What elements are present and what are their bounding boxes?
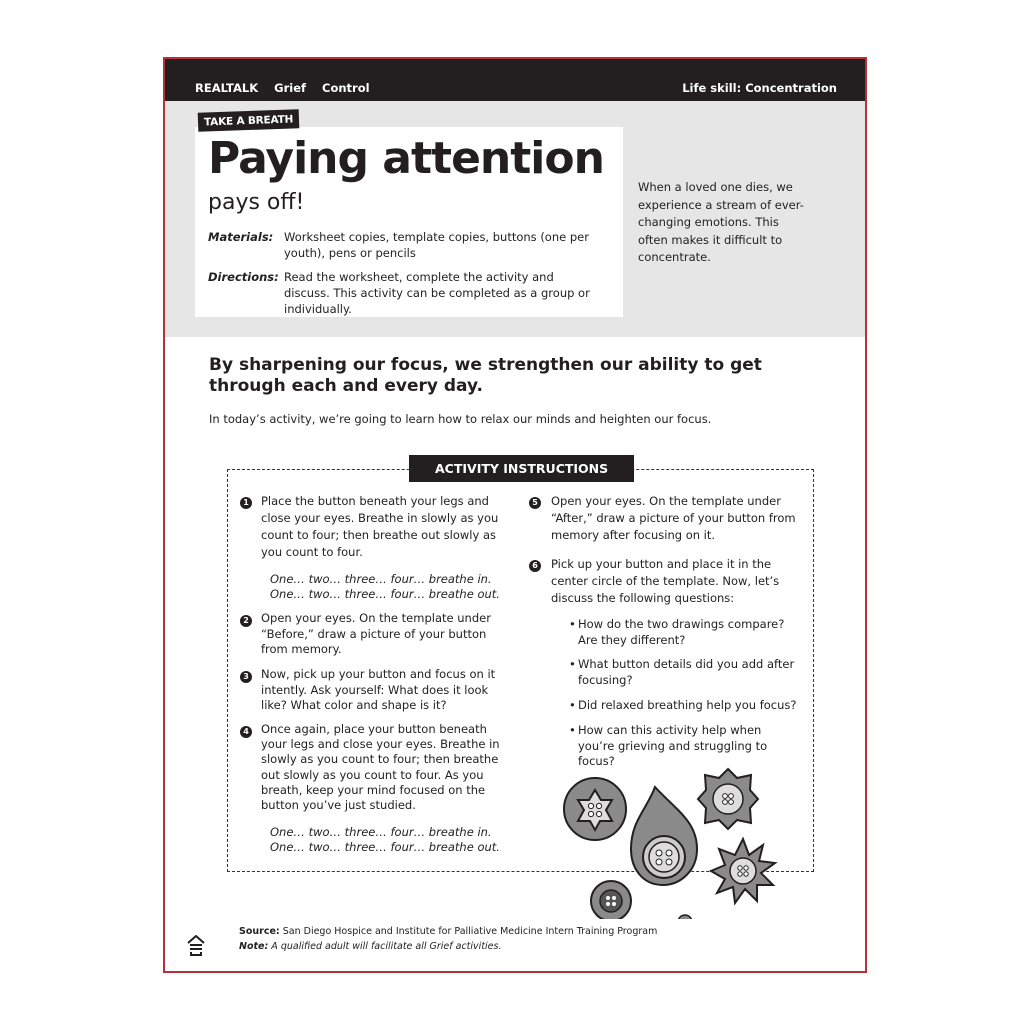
question-4: • How can this activity help when you’re grieving and struggling to focus? — [578, 723, 798, 770]
side-note: When a loved one dies, we experience a stream of ever-changing emotions. This often makes it difficult to concentrate. — [638, 180, 804, 264]
step-2-text: Open your eyes. On the template under “Before,” draw a picture of your button from memory. — [261, 611, 491, 656]
materials-text: Worksheet copies, template copies, buttons (one per youth), pens or pencils — [284, 230, 589, 260]
lead-statement: By sharpening our focus, we strengthen our ability to get through each and every day. — [209, 355, 762, 396]
chant-out-1: One… two… three… four… breathe out. — [270, 587, 500, 601]
materials-row — [208, 229, 594, 261]
source-text: San Diego Hospice and Institute for Palliative Medicine Intern Training Program — [282, 926, 658, 937]
nav-grief[interactable]: Grief — [274, 81, 306, 95]
hero-section — [165, 101, 865, 337]
button-illustration — [563, 759, 783, 919]
house-logo-icon — [187, 935, 205, 957]
step-number-4: 4 — [240, 726, 252, 738]
step-5-text: Open your eyes. On the template under “After,” draw a picture of your button from memory after focusing on it. — [551, 494, 796, 542]
source-label: Source: — [239, 926, 280, 937]
step-number-3: 3 — [240, 671, 252, 683]
chant-out-2: One… two… three… four… breathe out. — [270, 840, 500, 854]
note-label: Note: — [239, 941, 269, 952]
intro-text: In today’s activity, we’re going to learn how to relax our minds and heighten our focus. — [209, 412, 712, 426]
question-3: • Did relaxed breathing help you focus? — [578, 698, 798, 714]
step-number-6: 6 — [529, 560, 541, 572]
materials-label: Materials: — [208, 230, 274, 244]
nav-control[interactable]: Control — [322, 81, 370, 95]
step-4-text: Once again, place your button beneath your legs and close your eyes. Breathe in slowly as you count to four; then breathe out slowly as you count to four. As you breath, keep your mind focused on the button you’ve just studied. — [261, 722, 500, 813]
question-2: • What button details did you add after focusing? — [578, 657, 798, 688]
note-line — [239, 939, 657, 954]
directions-text: Read the worksheet, complete the activity and discuss. This activity can be completed as a group or individually. — [284, 270, 590, 316]
header-bar — [165, 59, 865, 101]
life-skill-label: Life skill: Concentration — [682, 81, 837, 95]
take-a-breath-tag: TAKE A BREATH — [198, 109, 300, 132]
chant-in-2: One… two… three… four… breathe in. — [270, 825, 492, 839]
page-subtitle: pays off! — [208, 190, 305, 215]
step-1-text: Place the button beneath your legs and close your eyes. Breathe in slowly as you count to four; then breathe out slowly as you count to four. — [261, 494, 499, 559]
header-nav — [195, 81, 370, 95]
footer — [239, 924, 657, 954]
step-number-1: 1 — [240, 497, 252, 509]
step-6-text: Pick up your button and place it in the center circle of the template. Now, let’s discuss the following questions: — [551, 557, 780, 605]
step-3-text: Now, pick up your button and focus on it intently. Ask yourself: What does it look like? What color and shape is it? — [261, 667, 496, 712]
chant-in-1: One… two… three… four… breathe in. — [270, 572, 492, 586]
worksheet-page — [163, 57, 867, 973]
directions-row — [208, 269, 594, 317]
brand-label: REALTALK — [195, 81, 259, 95]
step-number-2: 2 — [240, 615, 252, 627]
question-1: • How do the two drawings compare? Are they different? — [578, 617, 798, 648]
step-number-5: 5 — [529, 497, 541, 509]
activity-title: ACTIVITY INSTRUCTIONS — [409, 455, 634, 482]
source-line — [239, 924, 657, 939]
note-text: A qualified adult will facilitate all Grief activities. — [271, 941, 502, 952]
directions-label: Directions: — [208, 270, 279, 284]
page-title: Paying attention — [208, 133, 604, 184]
